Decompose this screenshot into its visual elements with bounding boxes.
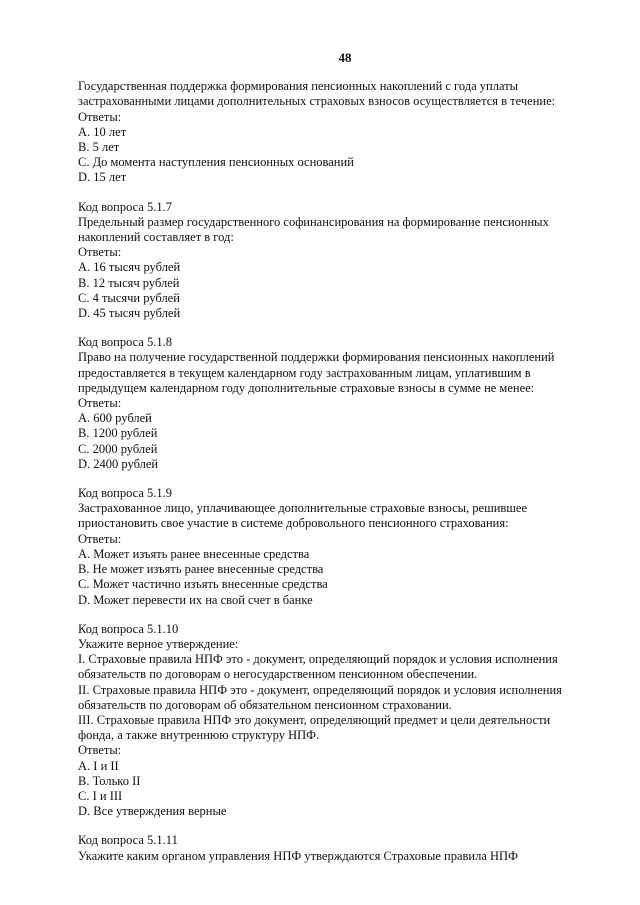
question-text-line: II. Страховые правила НПФ это - документ, определяющий порядок и условия исполнения xyxy=(78,682,562,697)
question-list xyxy=(78,79,598,864)
answer-option: А. 600 рублей xyxy=(78,411,152,426)
question-text-line: Право на получение государственной поддержки формирования пенсионных накоплений xyxy=(78,350,555,365)
question-text-line: накоплений составляет в год: xyxy=(78,230,234,245)
answers-label: Ответы: xyxy=(78,396,122,411)
question-text-line: Предельный размер государственного софинансирования на формирование пенсионных xyxy=(78,214,549,229)
question-code: Код вопроса 5.1.7 xyxy=(78,199,173,214)
question-text-line: предоставляется в текущем календарном году застрахованным лицам, уплатившим в xyxy=(78,365,531,380)
answers-label: Ответы: xyxy=(78,743,122,758)
question-text-line: обязательств по договорам об обязательном пенсионном страховании. xyxy=(78,697,452,712)
question-text-line: предыдущем календарном году дополнительные страховые взносы в сумме не менее: xyxy=(78,380,535,395)
answer-option: А. 10 лет xyxy=(78,124,127,139)
question-text-line: обязательств по договорам о негосударственном пенсионном обеспечении. xyxy=(78,667,478,682)
answer-option: В. Не может изъять ранее внесенные средства xyxy=(78,562,324,577)
document-page xyxy=(78,50,598,864)
answer-option: С. I и III xyxy=(78,788,123,803)
answers-label: Ответы: xyxy=(78,531,122,546)
answer-option: D. Может перевести их на свой счет в банке xyxy=(78,592,313,607)
question-text-line: III. Страховые правила НПФ это документ, определяющий предмет и цели деятельности xyxy=(78,712,551,727)
answers-label: Ответы: xyxy=(78,109,122,124)
question-block xyxy=(78,200,598,322)
question-text-line: Укажите каким органом управления НПФ утверждаются Страховые правила НПФ xyxy=(78,848,518,863)
question-block xyxy=(78,622,598,820)
answer-option: D. 2400 рублей xyxy=(78,456,159,471)
answer-option: D. 45 тысяч рублей xyxy=(78,306,181,321)
answer-option: С. 4 тысячи рублей xyxy=(78,290,180,305)
question-text-line: Застрахованное лицо, уплачивающее дополнительные страховые взносы, решившее xyxy=(78,501,528,516)
question-code: Код вопроса 5.1.8 xyxy=(78,335,173,350)
question-block xyxy=(78,833,598,863)
answer-option: В. Только II xyxy=(78,773,141,788)
question-text-line: I. Страховые правила НПФ это - документ, определяющий порядок и условия исполнения xyxy=(78,652,558,667)
answers-label: Ответы: xyxy=(78,245,122,260)
answer-option: С. До момента наступления пенсионных оснований xyxy=(78,155,354,170)
answer-option: С. Может частично изъять внесенные средства xyxy=(78,577,328,592)
question-code: Код вопроса 5.1.9 xyxy=(78,486,173,501)
question-block xyxy=(78,335,598,472)
question-code: Код вопроса 5.1.11 xyxy=(78,833,178,848)
answer-option: В. 12 тысяч рублей xyxy=(78,275,180,290)
question-code: Код вопроса 5.1.10 xyxy=(78,621,179,636)
question-text-line: приостановить свое участие в системе добровольного пенсионного страхования: xyxy=(78,516,509,531)
question-block xyxy=(78,486,598,608)
answer-option: А. I и II xyxy=(78,758,119,773)
question-text-line: застрахованными лицами дополнительных страховых взносов осуществляется в течение: xyxy=(78,94,556,109)
answer-option: D. 15 лет xyxy=(78,170,127,185)
question-text-line: Государственная поддержка формирования пенсионных накоплений с года уплаты xyxy=(78,79,519,94)
answer-option: В. 1200 рублей xyxy=(78,426,158,441)
answer-option: В. 5 лет xyxy=(78,140,120,155)
answer-option: А. Может изъять ранее внесенные средства xyxy=(78,546,310,561)
answer-option: D. Все утверждения верные xyxy=(78,804,227,819)
answer-option: А. 16 тысяч рублей xyxy=(78,260,181,275)
question-text-line: фонда, а также внутреннюю структуру НПФ. xyxy=(78,728,320,743)
question-text-line: Укажите верное утверждение: xyxy=(78,636,239,651)
answer-option: С. 2000 рублей xyxy=(78,441,158,456)
page-number: 48 xyxy=(338,50,352,65)
question-block xyxy=(78,79,598,185)
